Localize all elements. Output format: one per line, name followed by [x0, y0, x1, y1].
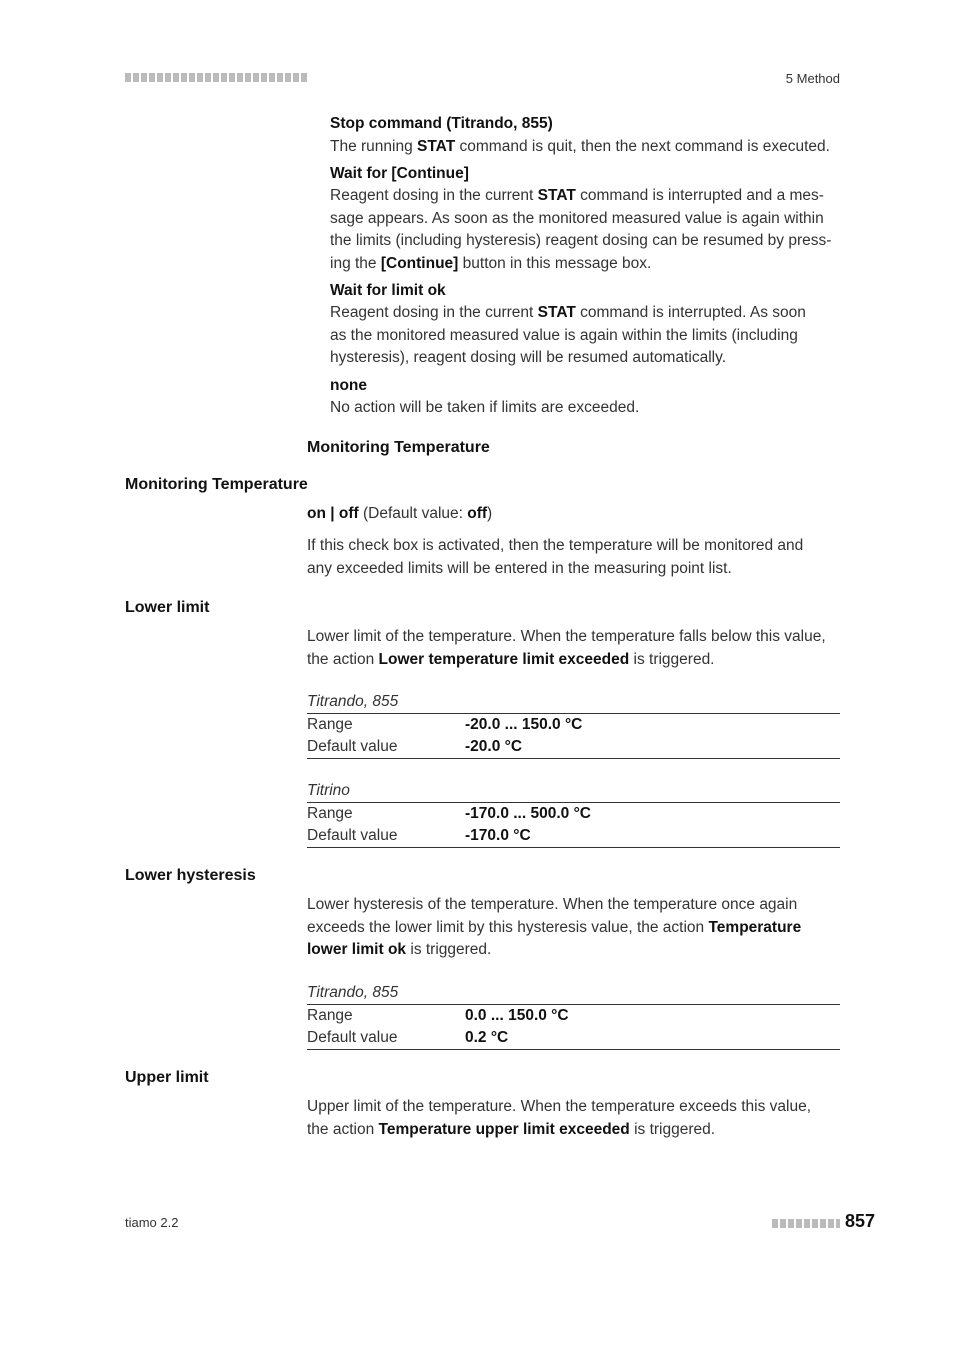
table-caption: Titrando, 855	[307, 981, 840, 1005]
header-decoration	[125, 73, 307, 82]
param-label-upper-limit: Upper limit	[125, 1069, 209, 1086]
param-desc-lower-limit: Lower limit of the temperature. When the temperature falls below this value, the action Lower temperature limit exceeded is triggered.	[307, 628, 826, 668]
page-number: 857	[845, 1211, 876, 1231]
option-desc-none: No action will be taken if limits are exceeded.	[330, 399, 640, 416]
param-label-lower-hysteresis: Lower hysteresis	[125, 867, 256, 884]
option-term-stop: Stop command (Titrando, 855)	[330, 115, 553, 132]
option-desc-stop: The running STAT command is quit, then the next command is executed.	[330, 138, 830, 155]
param-desc-monitoring: If this check box is activated, then the temperature will be monitored and any exceeded limits will be entered in the measuring point list.	[307, 537, 804, 577]
range-table-lower-hysteresis	[307, 981, 840, 1050]
table-caption: Titrando, 855	[307, 690, 840, 714]
param-label-monitoring: Monitoring Temperature	[125, 476, 308, 493]
table-row-default: Default value 0.2 °C	[307, 1027, 840, 1050]
param-desc-upper-limit: Upper limit of the temperature. When the temperature exceeds this value, the action Temperature upper limit exceeded is triggered.	[307, 1098, 811, 1138]
table-row-default: Default value -170.0 °C	[307, 825, 840, 848]
table-row-range: Range -20.0 ... 150.0 °C	[307, 716, 583, 733]
param-desc-lower-hysteresis: Lower hysteresis of the temperature. When the temperature once again exceeds the lower limit by this hysteresis value, the action Temperature lower limit ok is triggered.	[307, 896, 802, 958]
header-section: 5 Method	[785, 71, 840, 86]
range-table-lower-limit-titrino	[307, 779, 840, 848]
param-values-monitoring: on | off (Default value: off)	[307, 505, 493, 522]
section-subheading: Monitoring Temperature	[307, 439, 490, 456]
table-row-range: Range 0.0 ... 150.0 °C	[307, 1007, 569, 1024]
option-term-none: none	[330, 377, 368, 394]
table-row-default: Default value -20.0 °C	[307, 736, 840, 759]
param-label-lower-limit: Lower limit	[125, 599, 210, 616]
option-desc-wait-continue: Reagent dosing in the current STAT command is interrupted and a mes- sage appears. As soon as the monitored measured value is again within the limits (including hysteresis) reagent dosing can be resumed by press- ing the [Continue] button in this message box.	[330, 187, 832, 272]
option-term-wait-continue: Wait for [Continue]	[330, 165, 469, 182]
table-row-range: Range -170.0 ... 500.0 °C	[307, 805, 591, 822]
footer-product: tiamo 2.2	[125, 1215, 179, 1230]
option-term-wait-limit-ok: Wait for limit ok	[330, 282, 446, 299]
range-table-lower-limit-titrando	[307, 690, 840, 759]
table-caption: Titrino	[307, 779, 840, 803]
footer-decoration	[772, 1219, 840, 1228]
option-desc-wait-limit-ok: Reagent dosing in the current STAT command is interrupted. As soon as the monitored measured value is again within the limits (including hysteresis), reagent dosing will be resumed automatically.	[330, 304, 806, 366]
